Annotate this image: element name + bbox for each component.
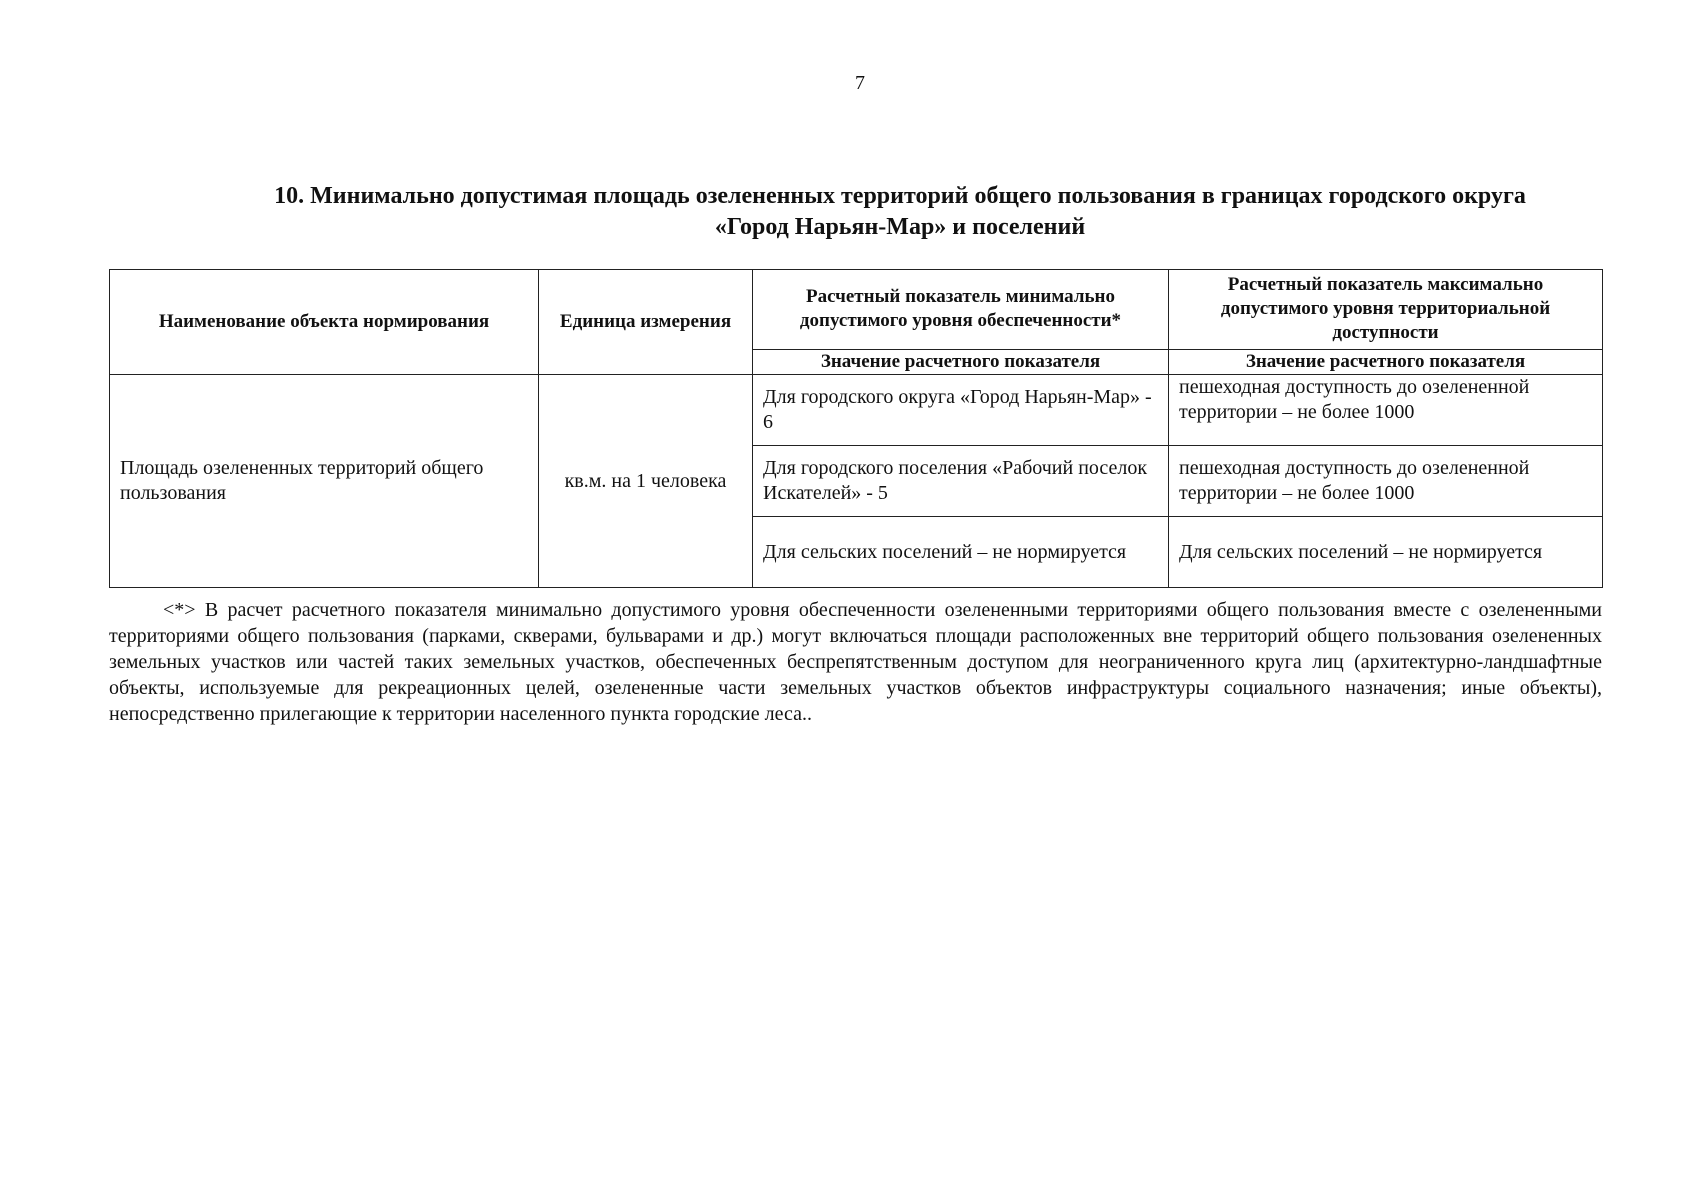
table-row bbox=[110, 375, 1603, 446]
min-value-cell: Для сельских поселений – не нормируется bbox=[753, 517, 1169, 588]
header-object-name: Наименование объекта нормирования bbox=[110, 270, 539, 375]
section-title bbox=[180, 181, 1620, 243]
norms-table bbox=[109, 269, 1603, 588]
page-number: 7 bbox=[855, 72, 865, 94]
footnote: <*> В расчет расчетного показателя минимально допустимого уровня обеспеченности озелененными территориями общего пользования вместе с озелененными территориями общего пользования (парками, скверами, бульварами и др.) могут включаться площади расположенных вне территорий общего пользования озелененных земельных участков или частей таких земельных участков, обеспеченных беспрепятственным доступом для неограниченного круга лиц (архитектурно-ландшафтные объекты, используемые для рекреационных целей, озелененные части земельных участков объектов инфраструктуры социального назначения; иные объекты), непосредственно прилегающие к территории населенного пункта городские леса.. bbox=[109, 599, 1602, 725]
max-value-cell: пешеходная доступность до озелененной территории – не более 1000 bbox=[1169, 375, 1603, 446]
section-title-line-2: «Город Нарьян-Мар» и поселений bbox=[714, 214, 1086, 240]
object-name-cell: Площадь озелененных территорий общего пользования bbox=[110, 375, 539, 588]
header-max-value: Значение расчетного показателя bbox=[1169, 349, 1603, 374]
max-value-cell: пешеходная доступность до озелененной территории – не более 1000 bbox=[1169, 446, 1603, 517]
header-min-value: Значение расчетного показателя bbox=[753, 349, 1169, 374]
min-value-cell: Для городского поселения «Рабочий поселок Искателей» - 5 bbox=[753, 446, 1169, 517]
header-min-level: Расчетный показатель минимально допустимого уровня обеспеченности* bbox=[753, 270, 1169, 350]
header-max-access: Расчетный показатель максимально допустимого уровня территориальной доступности bbox=[1169, 270, 1603, 350]
min-value-cell: Для городского округа «Город Нарьян-Мар» - 6 bbox=[753, 375, 1169, 446]
header-unit: Единица измерения bbox=[539, 270, 753, 375]
unit-cell: кв.м. на 1 человека bbox=[539, 375, 753, 588]
table-header-row bbox=[110, 270, 1603, 350]
section-title-line-1: 10. Минимально допустимая площадь озелененных территорий общего пользования в границах городского округа bbox=[274, 183, 1526, 209]
max-value-cell: Для сельских поселений – не нормируется bbox=[1169, 517, 1603, 588]
